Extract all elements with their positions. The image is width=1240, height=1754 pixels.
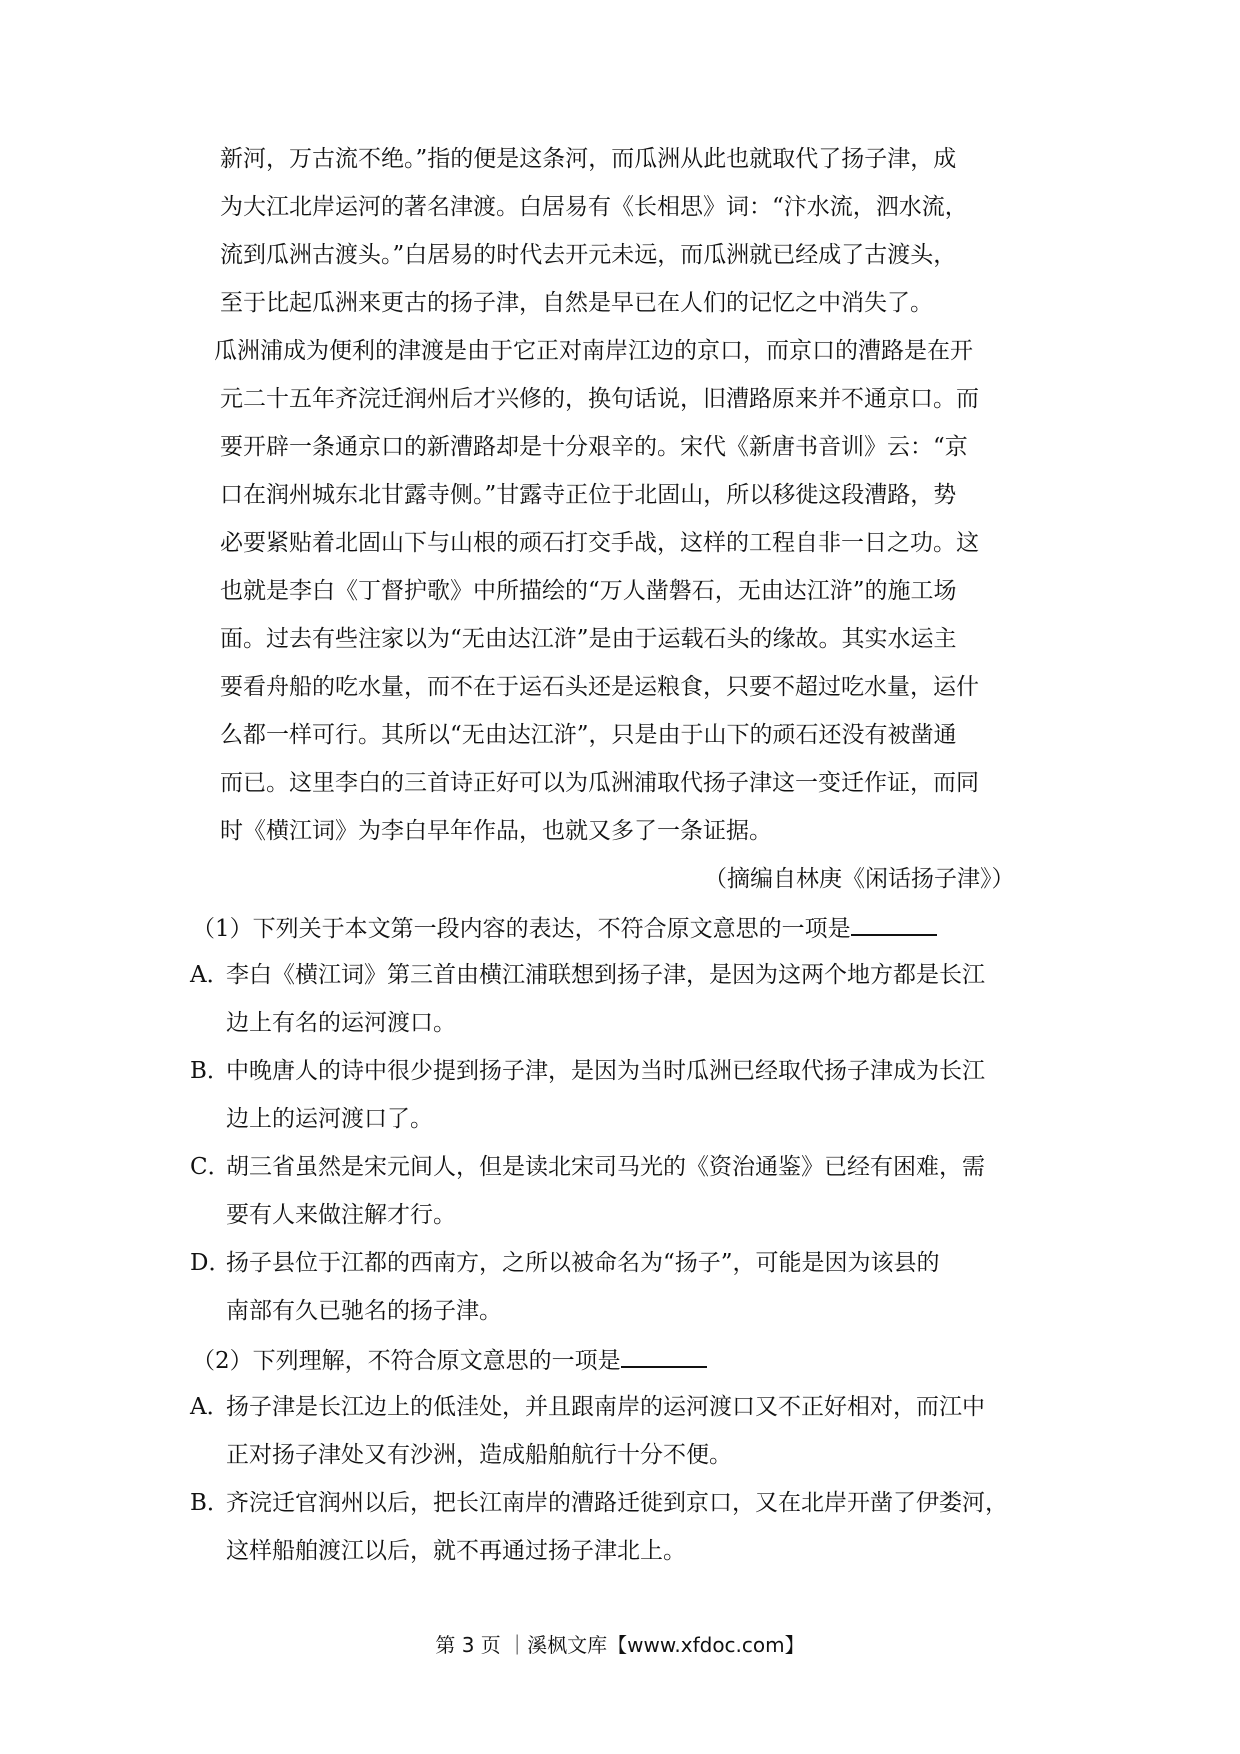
q2-option-a-text-cont: 正对扬子津处又有沙洲，造成船舶航行十分不便。 (226, 1442, 732, 1468)
q1-option-a-label: A． (190, 962, 230, 988)
passage-line: 也就是李白《丁督护歌》中所描绘的“万人凿磐石，无由达江浒”的施工场 (220, 578, 957, 604)
passage-line: 流到瓜洲古渡头。”白居易的时代去开元未远，而瓜洲就已经成了古渡头， (220, 242, 957, 268)
page-footer: 第 3 页 ｜溪枫文库【www.xfdoc.com】 (435, 1633, 805, 1657)
q1-option-d-text: 扬子县位于江都的西南方，之所以被命名为“扬子”，可能是因为该县的 (226, 1250, 940, 1276)
passage-line: 至于比起瓜洲来更古的扬子津，自然是早已在人们的记忆之中消失了。 (220, 290, 933, 316)
q1-option-c-text-cont: 要有人来做注解才行。 (226, 1202, 456, 1228)
q1-option-c-text: 胡三省虽然是宋元间人，但是读北宋司马光的《资治通鉴》已经有困难，需 (226, 1154, 985, 1180)
passage-line: 为大江北岸运河的著名津渡。白居易有《长相思》词：“汴水流，泗水流， (220, 194, 968, 220)
passage-line: 面。过去有些注家以为“无由达江浒”是由于运载石头的缘故。其实水运主 (220, 626, 957, 652)
passage-line: 而已。这里李白的三首诗正好可以为瓜洲浦取代扬子津这一变迁作证，而同 (220, 770, 979, 796)
source-citation: （摘编自林庚《闲话扬子津》） (704, 866, 1015, 892)
q1-option-b-text: 中晚唐人的诗中很少提到扬子津，是因为当时瓜洲已经取代扬子津成为长江 (226, 1058, 985, 1084)
q1-option-b-label: B． (190, 1058, 230, 1084)
question-2-title: （2）下列理解，不符合原文意思的一项是 (192, 1348, 621, 1374)
passage-line: 要看舟船的吃水量，而不在于运石头还是运粮食，只要不超过吃水量，运什 (220, 674, 979, 700)
answer-blank[interactable] (851, 912, 937, 936)
q1-option-d-label: D． (190, 1250, 232, 1276)
q1-option-d-text-cont: 南部有久已驰名的扬子津。 (226, 1298, 502, 1324)
q2-option-b-text: 齐浣迁官润州以后，把长江南岸的漕路迁徙到京口，又在北岸开凿了伊娄河， (226, 1490, 1008, 1516)
q1-option-b-text-cont: 边上的运河渡口了。 (226, 1106, 433, 1132)
passage-line: 必要紧贴着北固山下与山根的顽石打交手战，这样的工程自非一日之功。这 (220, 530, 979, 556)
q1-option-c-label: C． (190, 1154, 231, 1180)
answer-blank[interactable] (621, 1344, 707, 1368)
question-1-title: （1）下列关于本文第一段内容的表达，不符合原文意思的一项是 (192, 916, 851, 942)
question-1 (192, 912, 937, 944)
q1-option-a-text: 李白《横江词》第三首由横江浦联想到扬子津，是因为这两个地方都是长江 (226, 962, 985, 988)
q2-option-a-text: 扬子津是长江边上的低洼处，并且跟南岸的运河渡口又不正好相对，而江中 (226, 1394, 985, 1420)
passage-line: 口在润州城东北甘露寺侧。”甘露寺正位于北固山，所以移徙这段漕路，势 (220, 482, 957, 508)
passage-line: 要开辟一条通京口的新漕路却是十分艰辛的。宋代《新唐书音训》云：“京 (220, 434, 968, 460)
q2-option-a-label: A． (190, 1394, 230, 1420)
q2-option-b-label: B． (190, 1490, 230, 1516)
question-2 (192, 1344, 707, 1376)
passage-line: 元二十五年齐浣迁润州后才兴修的，换句话说，旧漕路原来并不通京口。而 (220, 386, 979, 412)
q2-option-b-text-cont: 这样船舶渡江以后，就不再通过扬子津北上。 (226, 1538, 686, 1564)
passage-line: 时《横江词》为李白早年作品，也就又多了一条证据。 (220, 818, 772, 844)
q1-option-a-text-cont: 边上有名的运河渡口。 (226, 1010, 456, 1036)
passage-line: 瓜洲浦成为便利的津渡是由于它正对南岸江边的京口，而京口的漕路是在开 (214, 338, 973, 364)
passage-line: 么都一样可行。其所以“无由达江浒”，只是由于山下的顽石还没有被凿通 (220, 722, 957, 748)
passage-line: 新河，万古流不绝。”指的便是这条河，而瓜洲从此也就取代了扬子津，成 (220, 146, 957, 172)
